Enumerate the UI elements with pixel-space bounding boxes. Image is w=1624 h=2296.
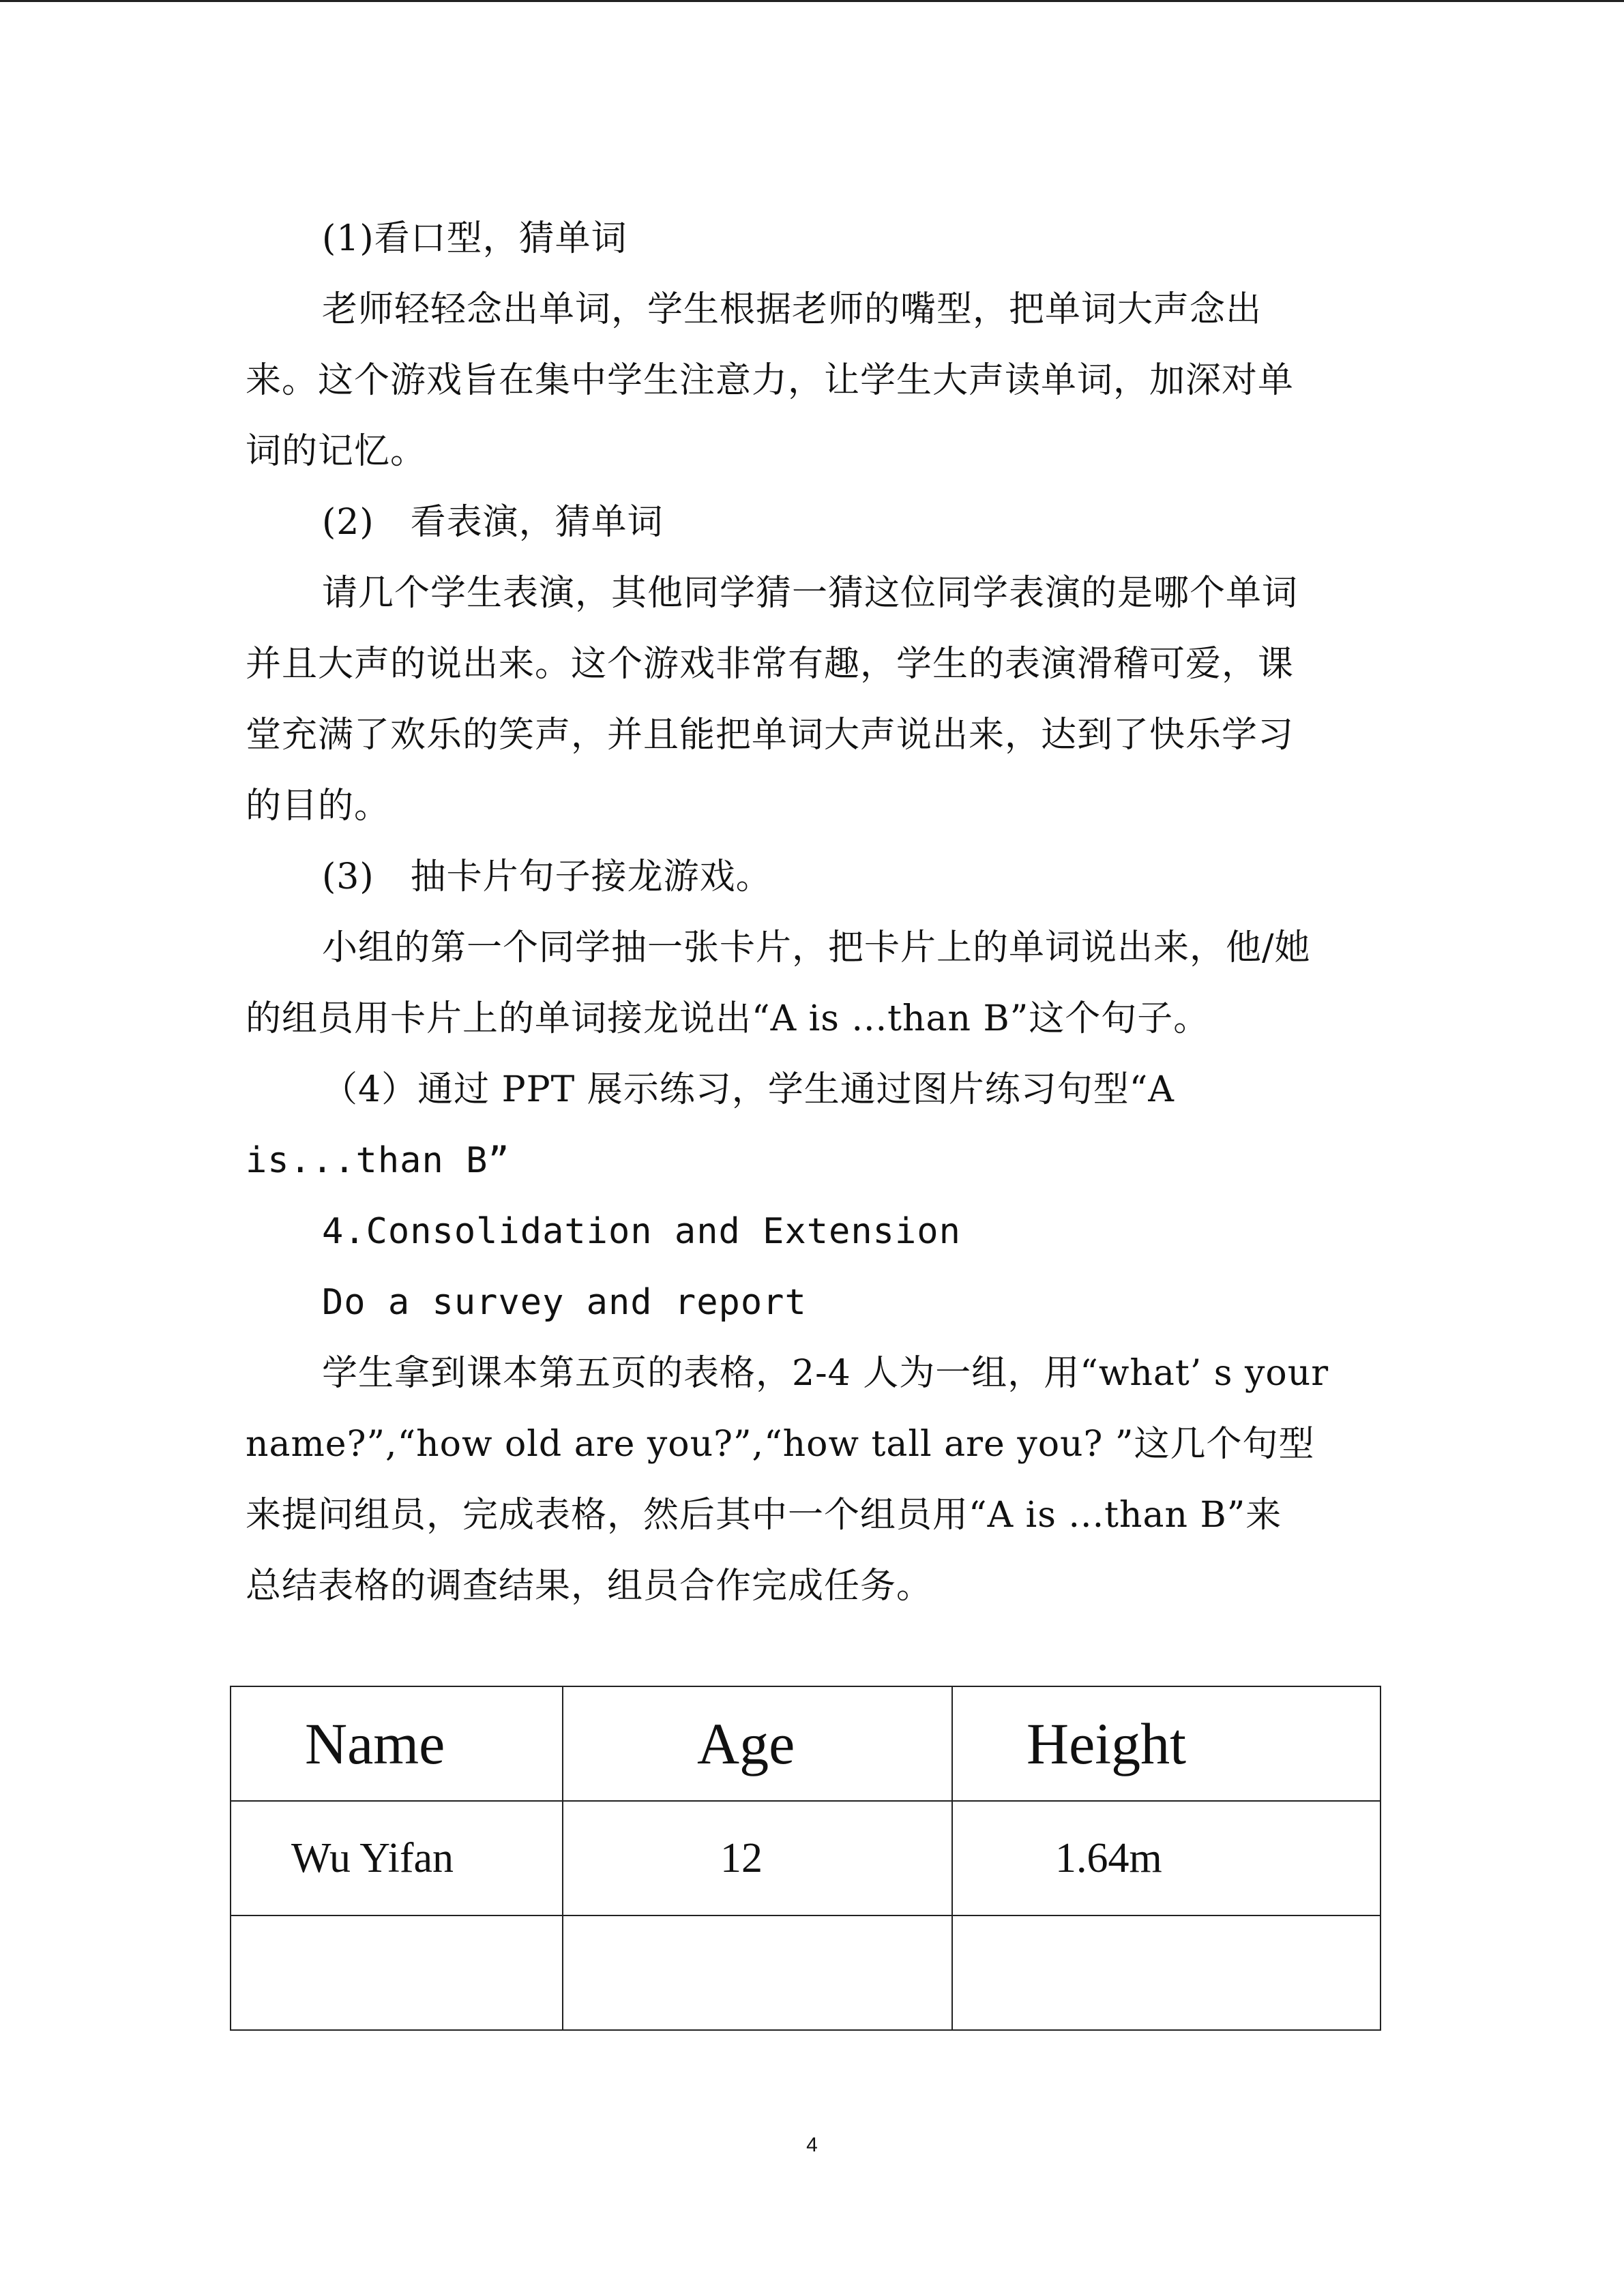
cell-height-empty: [952, 1915, 1381, 2030]
p5-line-3: 来提问组员，完成表格，然后其中一个组员用“A is ...than B”来: [246, 1495, 1282, 1536]
p2-line-2: 并且大声的说出来。这个游戏非常有趣，学生的表演滑稽可爱，课: [246, 644, 1295, 685]
table-row: [231, 1915, 1381, 2030]
p3-line-2: 的组员用卡片上的单词接龙说出“A is ...than B”这个句子。: [246, 998, 1210, 1039]
p1-line-2: 来。这个游戏旨在集中学生注意力，让学生大声读单词，加深对单: [246, 360, 1295, 401]
p5-line-4: 总结表格的调查结果，组员合作完成任务。: [246, 1566, 933, 1607]
cell-height: 1.64m: [952, 1801, 1381, 1915]
p1-line-3: 词的记忆。: [246, 431, 427, 472]
p3-heading: (3) 抽卡片句子接龙游戏。: [322, 856, 772, 897]
p2-line-3: 堂充满了欢乐的笑声，并且能把单词大声说出来，达到了快乐学习: [246, 715, 1295, 756]
header-height: Height: [952, 1686, 1381, 1801]
table-header-row: [231, 1686, 1381, 1801]
p4-line-1: （4）通过 PPT 展示练习，学生通过图片练习句型“A: [322, 1069, 1175, 1110]
p1-line-1: 老师轻轻念出单词，学生根据老师的嘴型，把单词大声念出: [322, 289, 1263, 330]
p2-heading: (2) 看表演，猜单词: [322, 502, 664, 543]
p5-line-2: name?”,“how old are you?”,“how tall are you? ”这几个句型: [246, 1424, 1315, 1465]
p4-line-2: is...than B”: [246, 1140, 510, 1181]
p2-line-4: 的目的。: [246, 786, 391, 826]
p1-heading: (1)看口型，猜单词: [322, 218, 628, 259]
cell-name-empty: [231, 1915, 563, 2030]
survey-table: [230, 1686, 1381, 2031]
section-heading: 4.Consolidation and Extension: [322, 1211, 961, 1252]
page-number: 4: [806, 2134, 818, 2156]
cell-age-empty: [563, 1915, 952, 2030]
p2-line-1: 请几个学生表演，其他同学猜一猜这位同学表演的是哪个单词: [322, 573, 1299, 614]
cell-age: 12: [563, 1801, 952, 1915]
table-row: [231, 1801, 1381, 1915]
survey-heading: Do a survey and report: [322, 1282, 807, 1323]
header-name: Name: [231, 1686, 563, 1801]
cell-name: Wu Yifan: [231, 1801, 563, 1915]
header-age: Age: [563, 1686, 952, 1801]
p3-line-1: 小组的第一个同学抽一张卡片，把卡片上的单词说出来，他/她: [322, 927, 1311, 968]
p5-line-1: 学生拿到课本第五页的表格，2-4 人为一组，用“what’ s your: [322, 1353, 1329, 1394]
page-top-border: [0, 0, 1624, 2]
